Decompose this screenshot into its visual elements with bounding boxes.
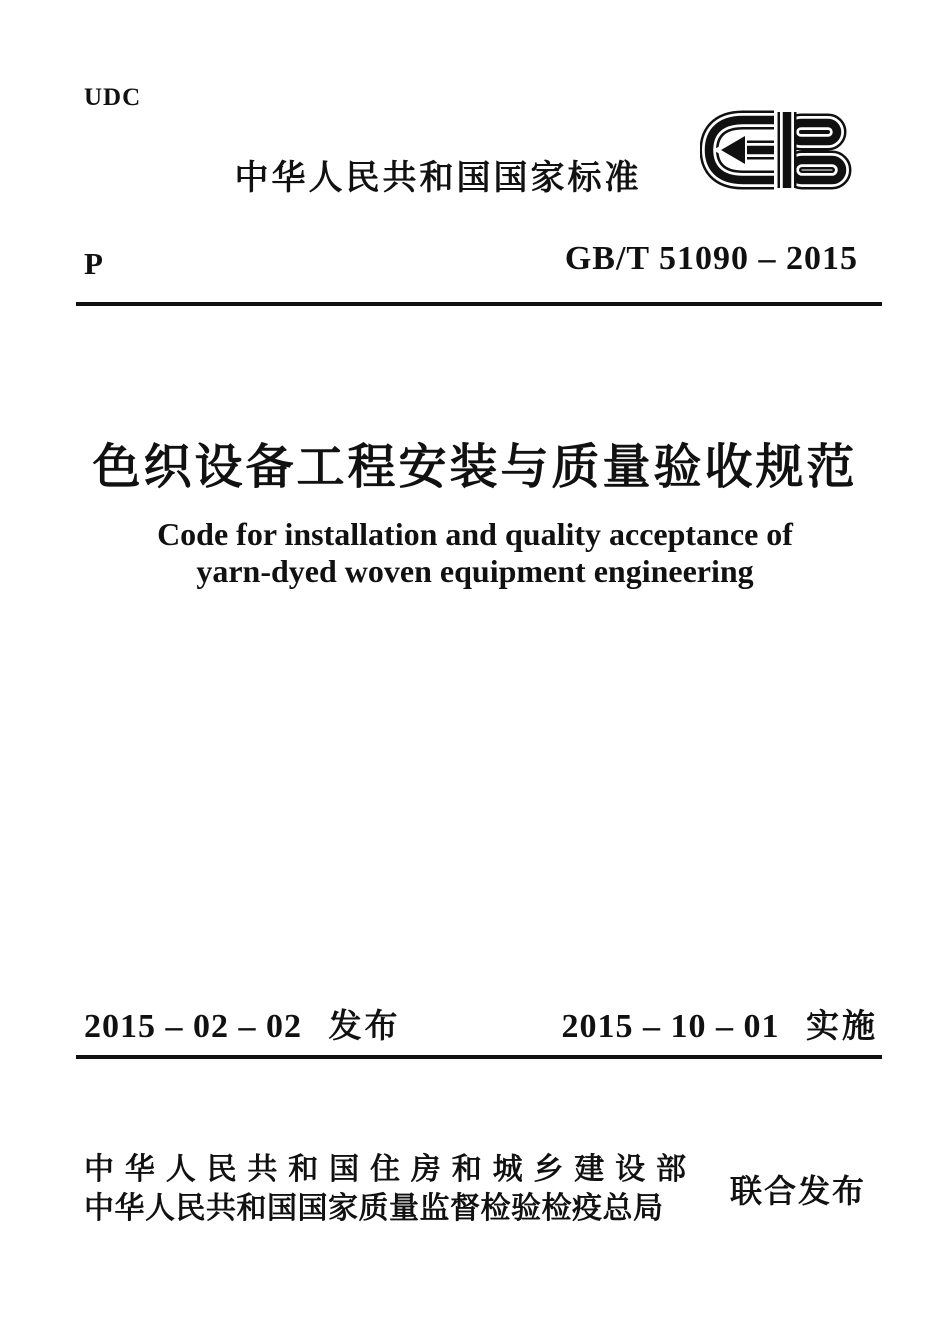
implement-date-group [562, 1000, 878, 1047]
title-english-line1: Code for installation and quality acceptance of [157, 516, 793, 552]
publisher-line-2: 中华人民共和国国家质量监督检验检疫总局 [84, 1192, 664, 1225]
issue-date: 2015 – 02 – 02 [84, 1008, 302, 1045]
gb-standard-logo-icon [700, 108, 852, 192]
gb-logo-letters [0, 0, 1, 1]
issue-date-group [84, 1000, 400, 1047]
publishers-block [84, 1150, 866, 1228]
bottom-divider-rule [76, 1055, 882, 1059]
publisher-line-1: 中华人民共和国住房和城乡建设部 [84, 1153, 686, 1186]
implement-date: 2015 – 10 – 01 [561, 1008, 780, 1045]
top-divider-rule [76, 302, 882, 306]
publisher-names [84, 1150, 686, 1228]
joint-publish-label: 联合发布 [729, 1173, 866, 1209]
title-english-line2: yarn-dyed woven equipment engineering [196, 553, 754, 589]
national-standard-heading: 中华人民共和国国家标准 [234, 159, 642, 197]
udc-label: UDC [84, 84, 142, 111]
title-english [0, 516, 950, 590]
implement-label: 实施 [806, 1007, 878, 1044]
title-chinese: 色织设备工程安装与质量验收规范 [92, 441, 858, 494]
dates-row [84, 1000, 878, 1047]
issue-label: 发布 [328, 1007, 401, 1044]
classification-code: P [84, 246, 103, 281]
standard-number: GB/T 51090 – 2015 [564, 240, 858, 277]
